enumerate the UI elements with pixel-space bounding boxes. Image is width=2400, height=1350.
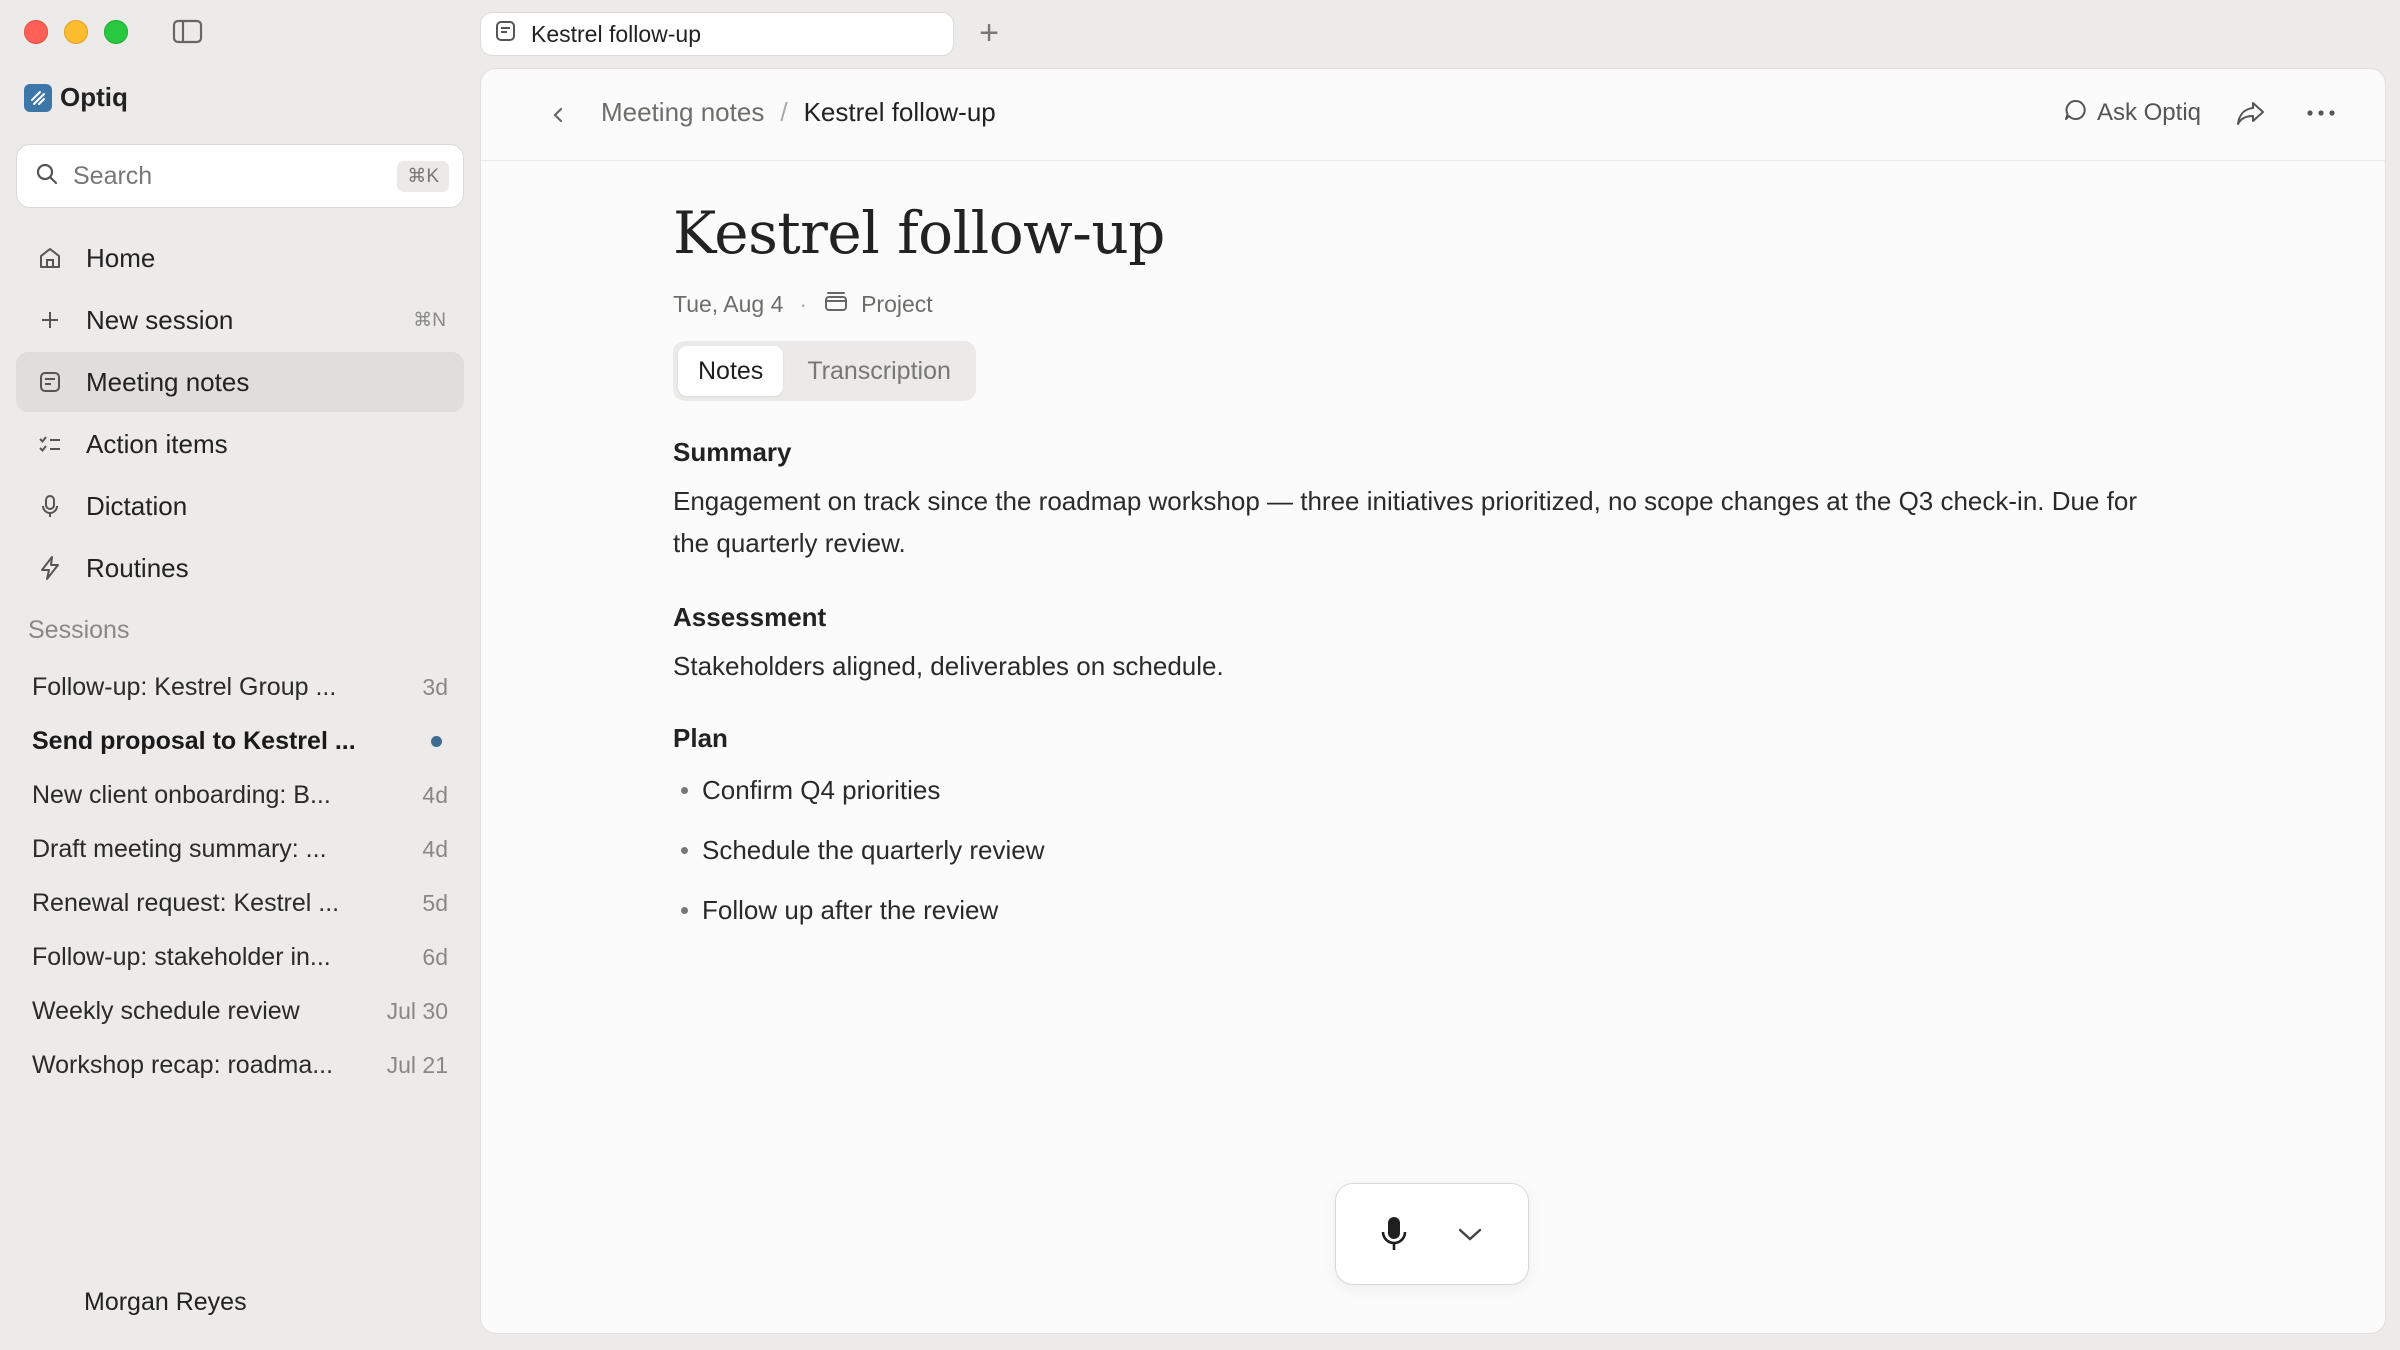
sidebar-item-label: Action items — [86, 428, 228, 459]
session-age: Jul 21 — [386, 1051, 448, 1078]
page-title: Kestrel follow-up — [673, 199, 1165, 267]
session-age: 4d — [422, 781, 448, 808]
plan-item-text: Follow up after the review — [702, 894, 999, 925]
top-actions — [2063, 93, 2341, 133]
plan-section — [673, 723, 2173, 940]
top-bar — [481, 69, 2385, 161]
notes-icon — [36, 368, 64, 396]
session-age: 5d — [422, 889, 448, 916]
close-window-button[interactable] — [24, 20, 48, 44]
sidebar-item-label: Routines — [86, 552, 189, 583]
brand-name: Optiq — [60, 82, 128, 112]
tab-transcription[interactable]: Transcription — [807, 356, 951, 385]
lightning-icon — [36, 554, 64, 582]
ask-optiq-label: Ask Optiq — [2096, 99, 2201, 126]
plan-heading: Plan — [673, 723, 728, 753]
share-icon[interactable] — [2231, 93, 2271, 133]
tab-notes[interactable]: Notes — [678, 346, 783, 396]
tab-kestrel-follow-up[interactable] — [480, 12, 954, 56]
plan-item — [673, 760, 2173, 820]
note-meta — [673, 289, 2173, 319]
unread-indicator — [431, 736, 442, 747]
session-item[interactable] — [16, 714, 464, 768]
plan-item — [673, 820, 2173, 880]
breadcrumb-separator: / — [780, 97, 788, 127]
new-session-shortcut: ⌘N — [413, 309, 446, 331]
session-title: Weekly schedule review — [32, 996, 300, 1025]
optiq-logo-icon — [24, 84, 52, 112]
note-icon — [495, 20, 517, 48]
minimize-window-button[interactable] — [64, 20, 88, 44]
assessment-section — [673, 602, 2173, 687]
project-button[interactable] — [823, 289, 933, 319]
session-age: 4d — [422, 835, 448, 862]
maximize-window-button[interactable] — [104, 20, 128, 44]
microphone-icon — [36, 492, 64, 520]
search-icon — [35, 162, 59, 191]
sidebar-item-home[interactable] — [16, 228, 464, 288]
summary-heading: Summary — [673, 437, 792, 467]
session-title: New client onboarding: B... — [32, 780, 331, 809]
tab-title: Kestrel follow-up — [531, 20, 702, 47]
sidebar-item-dictation[interactable] — [16, 476, 464, 536]
session-item[interactable] — [16, 822, 464, 876]
project-label: Project — [861, 290, 933, 317]
sidebar-item-action-items[interactable] — [16, 414, 464, 474]
breadcrumb-parent[interactable]: Meeting notes — [601, 97, 765, 127]
summary-section — [673, 437, 2173, 564]
record-control — [1335, 1183, 1529, 1285]
session-title: Follow-up: Kestrel Group ... — [32, 672, 337, 701]
note-date: Tue, Aug 4 — [673, 290, 784, 317]
sessions-list — [16, 660, 464, 1092]
sidebar-toggle-icon[interactable] — [172, 18, 204, 46]
session-item[interactable] — [16, 876, 464, 930]
sidebar-item-label: New session — [86, 304, 234, 335]
sidebar-item-routines[interactable] — [16, 538, 464, 598]
sidebar-item-label: Dictation — [86, 490, 188, 521]
sidebar-item-label: Meeting notes — [86, 366, 250, 397]
breadcrumb — [601, 97, 996, 128]
search-input[interactable] — [16, 144, 464, 208]
assessment-heading: Assessment — [673, 602, 827, 632]
note-document — [673, 199, 2173, 940]
back-chevron-icon[interactable] — [543, 97, 573, 133]
more-options-icon[interactable] — [2301, 93, 2341, 133]
bullet — [681, 847, 688, 854]
session-age: Jul 30 — [386, 997, 448, 1024]
sidebar-item-label: Home — [86, 242, 156, 273]
bullet — [681, 907, 688, 914]
session-item[interactable] — [16, 768, 464, 822]
checklist-icon — [36, 430, 64, 458]
assessment-text: Stakeholders aligned, deliverables on schedule. — [673, 651, 1224, 681]
main-panel — [480, 68, 2386, 1334]
home-icon — [36, 244, 64, 272]
ask-optiq-button[interactable] — [2063, 97, 2201, 130]
session-age: 6d — [422, 943, 448, 970]
sidebar-item-meeting-notes[interactable] — [16, 352, 464, 412]
plan-item — [673, 880, 2173, 940]
chat-bubble-icon — [2063, 97, 2089, 130]
session-title: Workshop recap: roadma... — [32, 1050, 334, 1079]
sidebar-nav — [16, 228, 464, 600]
session-title: Renewal request: Kestrel ... — [32, 888, 340, 917]
window-controls — [24, 20, 128, 44]
plan-list — [673, 760, 2173, 940]
summary-text: Engagement on track since the roadmap workshop — three initiatives prioritized, no scope changes at the Q3 check-in. Due for the quarterly review. — [673, 486, 2137, 558]
plus-icon — [36, 306, 64, 334]
meta-separator: · — [799, 290, 808, 317]
session-age: 3d — [422, 673, 448, 700]
microphone-record-icon[interactable] — [1374, 1214, 1414, 1254]
plan-item-text: Confirm Q4 priorities — [702, 774, 941, 805]
bullet — [681, 787, 688, 794]
brand — [24, 82, 128, 113]
session-title: Draft meeting summary: ... — [32, 834, 327, 863]
sessions-heading: Sessions — [28, 616, 130, 644]
note-view-tabs — [673, 341, 976, 401]
search-placeholder: Search — [73, 161, 153, 190]
session-title: Send proposal to Kestrel ... — [32, 726, 356, 755]
plan-item-text: Schedule the quarterly review — [702, 834, 1045, 865]
folder-icon — [823, 289, 849, 319]
search-shortcut: ⌘K — [397, 161, 449, 192]
session-item[interactable] — [16, 984, 464, 1038]
sidebar-item-new-session[interactable] — [16, 290, 464, 350]
session-item[interactable] — [16, 1038, 464, 1092]
user-name[interactable]: Morgan Reyes — [84, 1288, 247, 1316]
new-tab-button[interactable]: + — [979, 14, 999, 52]
breadcrumb-current: Kestrel follow-up — [803, 97, 996, 127]
session-item[interactable] — [16, 660, 464, 714]
session-title: Follow-up: stakeholder in... — [32, 942, 331, 971]
chevron-down-icon[interactable] — [1450, 1214, 1490, 1254]
session-item[interactable] — [16, 930, 464, 984]
